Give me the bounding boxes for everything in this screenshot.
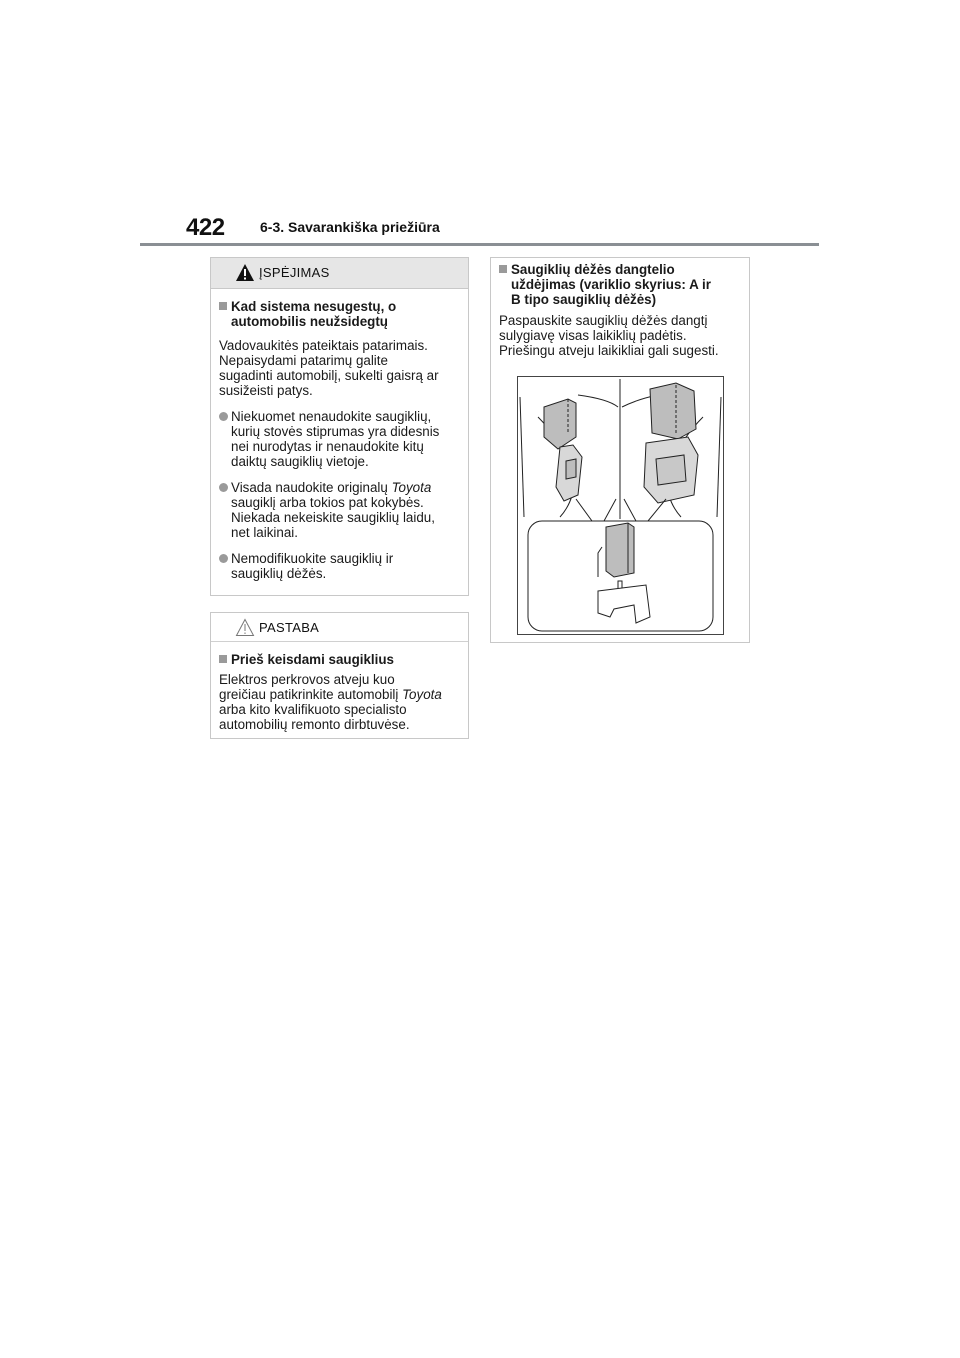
warning-bullet-1: Niekuomet nenaudokite saugiklių, kurių stovės stiprumas yra didesnis nei nurodytas ir nenaudokite kitų daiktų saugiklių vietoje. bbox=[219, 409, 456, 469]
warning-bullet-3: Nemodifikuokite saugiklių ir saugiklių dėžės. bbox=[219, 551, 456, 581]
note-box bbox=[210, 612, 469, 739]
circle-bullet-icon bbox=[219, 483, 228, 492]
note-body: Elektros perkrovos atveju kuo greičiau patikrinkite automobilį Toyota arba kito kvalifikuoto specialisto automobilių remonto dirbtuvėse. bbox=[219, 672, 442, 732]
circle-bullet-icon bbox=[219, 554, 228, 563]
header-divider bbox=[140, 243, 819, 246]
warning-triangle-icon bbox=[235, 263, 255, 282]
warning-intro: Vadovaukitės pateiktais patarimais. Nepaisydami patarimų galite sugadinti automobilį, sukelti gaisrą ar susižeisti patys. bbox=[219, 338, 439, 398]
square-bullet-icon bbox=[219, 302, 227, 310]
brand-name: Toyota bbox=[391, 480, 432, 495]
warning-box bbox=[210, 257, 469, 596]
square-bullet-icon bbox=[219, 655, 227, 663]
note-title: PASTABA bbox=[259, 620, 320, 635]
warning-header bbox=[211, 258, 468, 289]
fuse-cover-body: Paspauskite saugiklių dėžės dangtį sulygiavę visas laikiklių padėtis. Priešingu atveju laikikliai gali sugesti. bbox=[499, 313, 719, 358]
section-title: 6-3. Savarankiška priežiūra bbox=[260, 219, 440, 235]
warning-subheading: Kad sistema nesugestų, o automobilis neužsidegtų bbox=[219, 299, 456, 329]
circle-bullet-icon bbox=[219, 412, 228, 421]
note-subheading: Prieš keisdami saugiklius bbox=[219, 652, 456, 667]
square-bullet-icon bbox=[499, 265, 507, 273]
fuse-box-illustration bbox=[517, 376, 724, 635]
brand-name: Toyota bbox=[402, 687, 442, 702]
fuse-box-drawing bbox=[518, 377, 723, 634]
page-number: 422 bbox=[186, 214, 225, 241]
warning-title: ĮSPĖJIMAS bbox=[259, 265, 330, 280]
fuse-cover-subheading: Saugiklių dėžės dangtelio uždėjimas (variklio skyrius: A ir B tipo saugiklių dėžės) bbox=[499, 262, 737, 307]
caution-outline-icon bbox=[235, 618, 255, 637]
warning-bullet-2: Visada naudokite originalų Toyota saugiklį arba tokios pat kokybės. Niekada nekeiskite saugiklių laidu, net laikinai. bbox=[219, 480, 456, 540]
note-header bbox=[211, 613, 468, 642]
